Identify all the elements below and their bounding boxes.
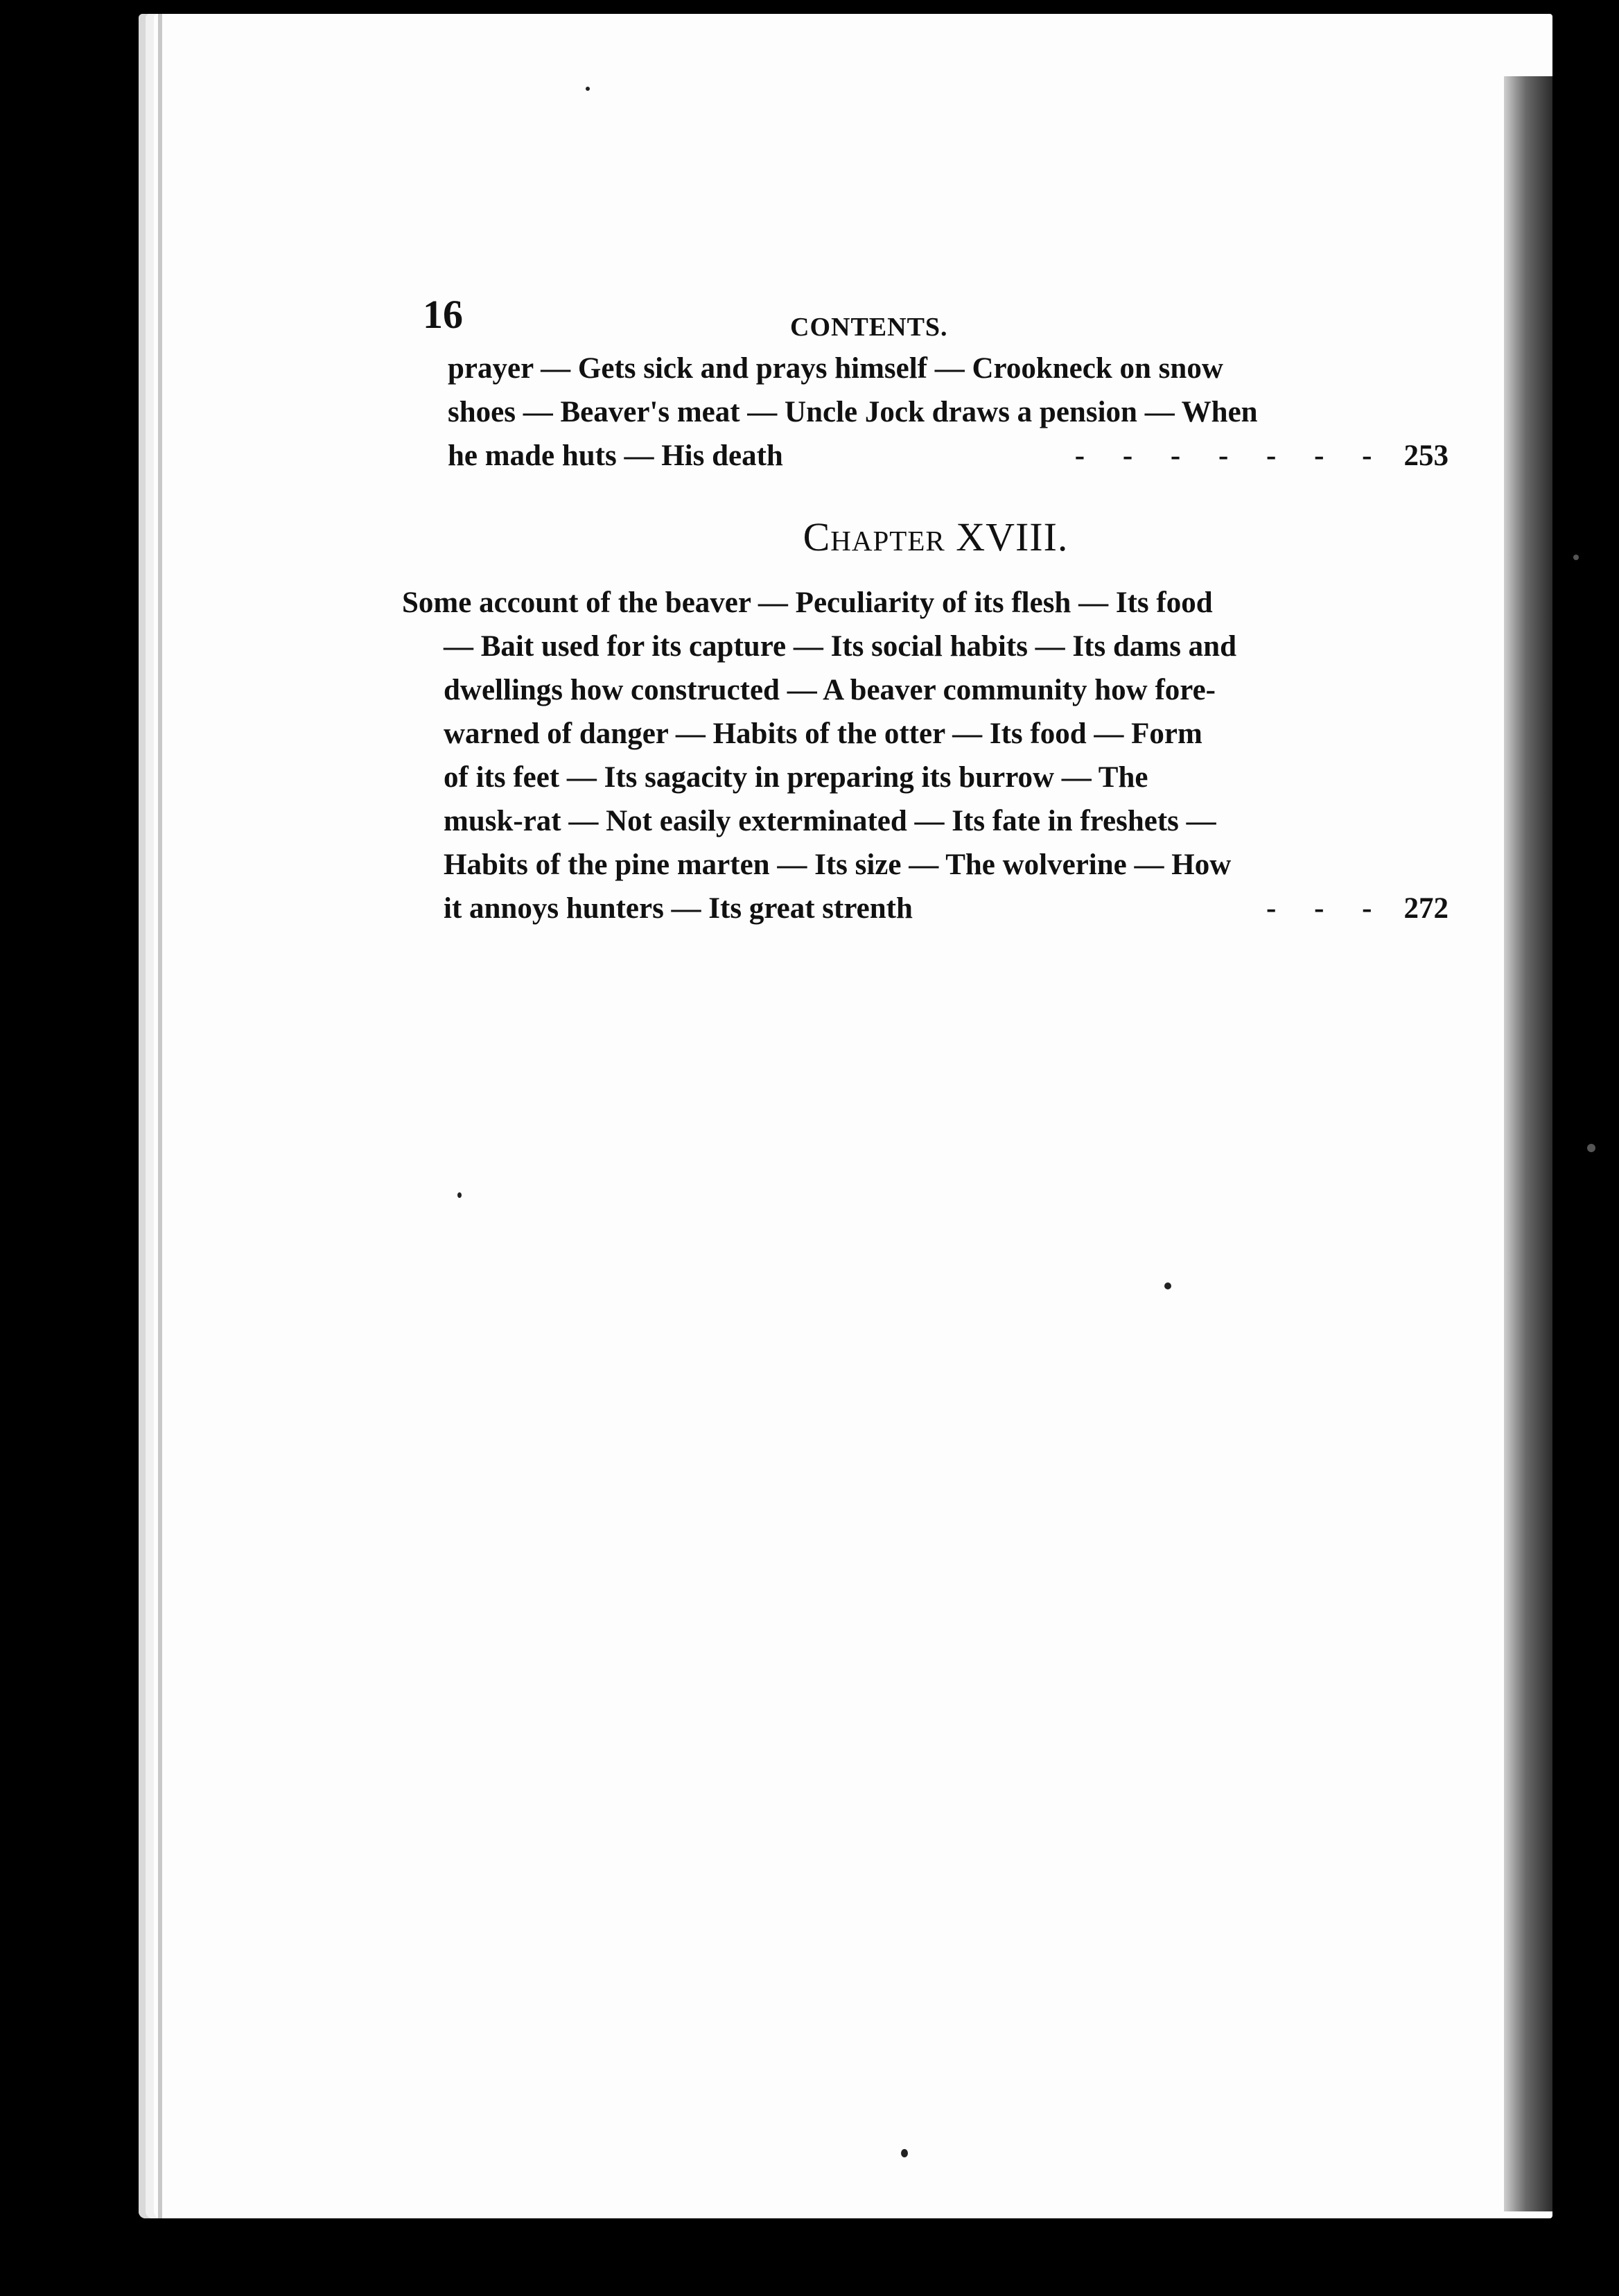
entry-page-number: 272 [1403, 892, 1449, 925]
entry-line: Some account of the beaver — Peculiarity of its flesh — Its food [402, 586, 1213, 619]
continued-entry [423, 347, 1449, 478]
dot-leaders: - - - [1266, 892, 1388, 925]
page-header [423, 291, 1449, 347]
entry-last-line [402, 887, 1449, 930]
book-page [139, 14, 1552, 2218]
entry-line: musk-rat — Not easily exterminated — Its fate in freshets — [444, 805, 1216, 837]
entry-line: — Bait used for its capture — Its social habits — Its dams and [444, 630, 1237, 663]
entry-line: dwellings how constructed — A beaver community how fore- [444, 674, 1216, 706]
page-number: 16 [423, 292, 463, 337]
chapter-heading-text: Chapter XVIII. [803, 514, 1069, 559]
entry-line: of its feet — Its sagacity in preparing its burrow — The [444, 761, 1148, 794]
dot-leaders: - - - - - - - [1074, 440, 1388, 472]
entry-line: prayer — Gets sick and prays himself — Crookneck on snow [448, 352, 1223, 385]
entry-line-text: it annoys hunters — Its great strenth [444, 892, 913, 925]
scan-speck [901, 2149, 908, 2157]
entry-page-number: 253 [1403, 440, 1449, 472]
running-head: CONTENTS. [790, 313, 948, 342]
scan-speck [1573, 555, 1579, 560]
scan-speck [1587, 1144, 1595, 1152]
entry-last-line [448, 434, 1449, 478]
entry-line-text: he made huts — His death [448, 440, 783, 472]
entry-line: Habits of the pine marten — Its size — The wolverine — How [444, 849, 1232, 881]
chapter-entry [402, 581, 1449, 930]
scan-speck [457, 1192, 462, 1198]
chapter-heading [423, 514, 1449, 560]
contents-text-block [402, 291, 1449, 930]
scan-speck [586, 87, 590, 91]
entry-line: warned of danger — Habits of the otter — Its food — Form [444, 718, 1202, 750]
entry-line: shoes — Beaver's meat — Uncle Jock draws a pension — When [448, 396, 1258, 428]
scan-speck [1164, 1282, 1171, 1289]
page-left-edge [158, 14, 162, 2218]
gutter-shadow [1504, 76, 1552, 2211]
